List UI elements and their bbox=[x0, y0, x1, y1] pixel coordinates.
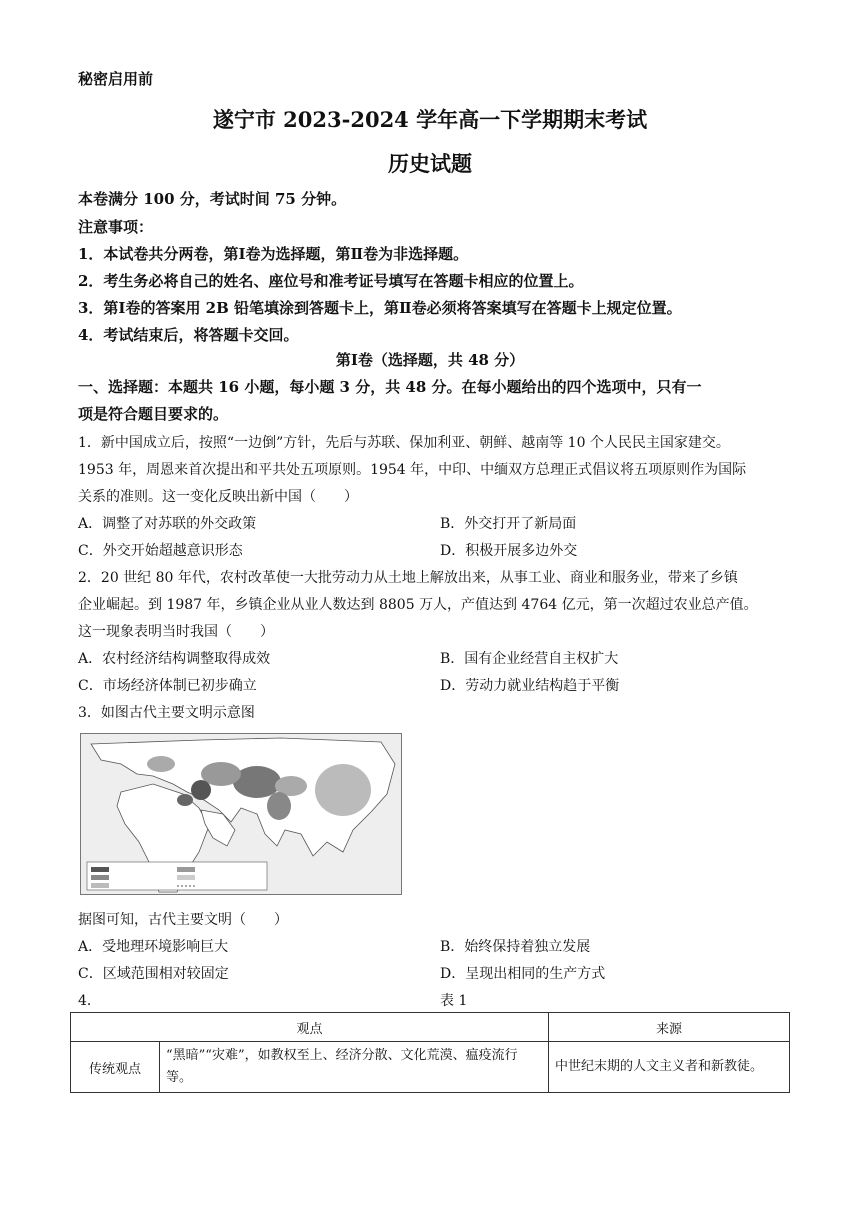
note-item: 1．本试卷共分两卷，第Ⅰ卷为选择题，第Ⅱ卷为非选择题。 bbox=[78, 245, 469, 263]
question-4-number: 4． bbox=[78, 993, 101, 1009]
question-1-stem: 1953 年，周恩来首次提出和平共处五项原则。1954 年，中印、中缅双方总理正式倡议将五项原则作为国际 bbox=[78, 462, 747, 478]
table-caption: 表 1 bbox=[440, 993, 468, 1009]
question-3-option-b: B．始终保持着独立发展 bbox=[440, 939, 591, 955]
section-title: 第Ⅰ卷（选择题，共 48 分） bbox=[335, 351, 525, 369]
note-item: 4．考试结束后，将答题卡交回。 bbox=[78, 326, 299, 344]
note-item: 2．考生务必将自己的姓名、座位号和准考证号填写在答题卡相应的位置上。 bbox=[78, 272, 584, 290]
question-2-stem: 2．20 世纪 80 年代，农村改革使一大批劳动力从土地上解放出来，从事工业、商业和服务业，带来了乡镇 bbox=[78, 570, 738, 586]
question-2-stem: 这一现象表明当时我国（ ） bbox=[78, 624, 274, 640]
question-2-option-a: A．农村经济结构调整取得成效 bbox=[78, 651, 271, 667]
map-graphic bbox=[81, 734, 401, 894]
table-row-label: 传统观点 bbox=[71, 1042, 160, 1093]
question-2-option-b: B．国有企业经营自主权扩大 bbox=[440, 651, 619, 667]
section-instructions: 一、选择题：本题共 16 小题，每小题 3 分，共 48 分。在每小题给出的四个选项中，只有一 bbox=[78, 378, 702, 396]
note-item: 3．第Ⅰ卷的答案用 2B 铅笔填涂到答题卡上，第Ⅱ卷必须将答案填写在答题卡上规定位置。 bbox=[78, 299, 682, 317]
section-instructions: 项是符合题目要求的。 bbox=[78, 405, 229, 423]
question-2-stem: 企业崛起。到 1987 年，乡镇企业从业人数达到 8805 万人，产值达到 4764 亿元，第一次超过农业总产值。 bbox=[78, 597, 758, 613]
question-1-option-c: C．外交开始超越意识形态 bbox=[78, 543, 243, 559]
table-row bbox=[71, 1042, 790, 1093]
table-header-view: 观点 bbox=[71, 1013, 549, 1042]
question-3-option-c: C．区域范围相对较固定 bbox=[78, 966, 229, 982]
question-2-option-c: C．市场经济体制已初步确立 bbox=[78, 678, 257, 694]
table-header-row bbox=[71, 1013, 790, 1042]
question-1-stem: 1．新中国成立后，按照“一边倒”方针，先后与苏联、保加利亚、朝鲜、越南等 10 个人民民主国家建交。 bbox=[78, 435, 730, 451]
table-row-view: “黑暗”“灾难”，如教权至上、经济分散、文化荒漠、瘟疫流行等。 bbox=[160, 1042, 549, 1093]
exam-title: 遂宁市 2023-2024 学年高一下学期期末考试 bbox=[212, 107, 648, 132]
notes-heading: 注意事项： bbox=[78, 218, 154, 236]
question-1-stem: 关系的准则。这一变化反映出新中国（ ） bbox=[78, 489, 358, 505]
question-3-option-d: D．呈现出相同的生产方式 bbox=[440, 966, 606, 982]
question-3-stem: 3．如图古代主要文明示意图 bbox=[78, 705, 255, 721]
ancient-civilizations-map bbox=[80, 733, 402, 895]
confidential-label: 秘密启用前 bbox=[78, 70, 154, 88]
table-row-source: 中世纪末期的人文主义者和新教徒。 bbox=[549, 1042, 790, 1093]
viewpoint-table bbox=[70, 1012, 790, 1093]
question-1-option-d: D．积极开展多边外交 bbox=[440, 543, 578, 559]
exam-subtitle: 历史试题 bbox=[388, 151, 472, 176]
score-note: 本卷满分 100 分，考试时间 75 分钟。 bbox=[78, 190, 347, 208]
question-3-question: 据图可知，古代主要文明（ ） bbox=[78, 912, 288, 928]
question-2-option-d: D．劳动力就业结构趋于平衡 bbox=[440, 678, 620, 694]
question-1-option-b: B．外交打开了新局面 bbox=[440, 516, 577, 532]
table-header-source: 来源 bbox=[549, 1013, 790, 1042]
question-3-option-a: A．受地理环境影响巨大 bbox=[78, 939, 229, 955]
question-1-option-a: A．调整了对苏联的外交政策 bbox=[78, 516, 257, 532]
